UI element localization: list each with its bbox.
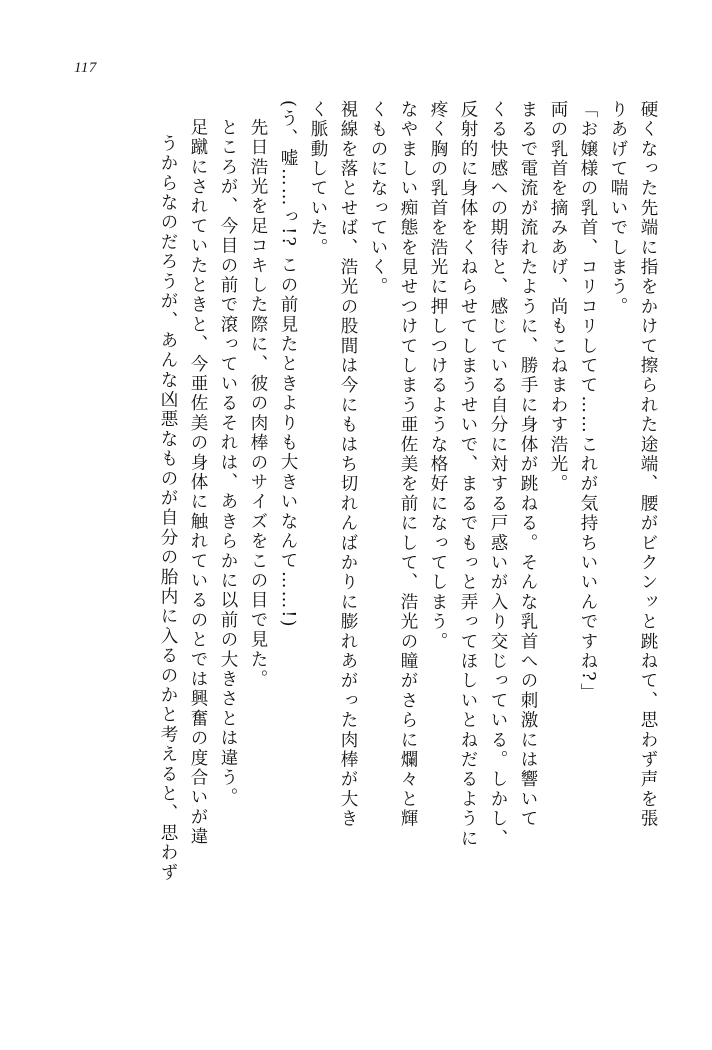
text-column: 反射的に身体をくねらせてしまうせいで、まるでもっと弄ってほしいとねだるように <box>458 100 478 849</box>
text-column: りあげて喘いでしまう。 <box>608 100 628 317</box>
text-column: 両の乳首を摘みあげ、尚もこねまわす浩光。 <box>548 100 568 494</box>
text-column: 視線を落とせば、浩光の股間は今にもはち切れんばかりに膨れあがった肉棒が大き <box>338 100 358 829</box>
text-column: くる快感への期待と、感じている自分に対する戸惑いが入り交じっている。しかし、 <box>488 100 508 849</box>
text-column: 足蹴にされていたときと、今亜佐美の身体に触れているのとでは興奮の度合いが違 <box>188 118 208 847</box>
text-column: (う、嘘……っ!? この前見たときよりも大きいなんて……!) <box>278 100 298 629</box>
text-column: まるで電流が流れたように、勝手に身体が跳ねる。そんな乳首への刺激には響いて <box>518 100 538 829</box>
page-number: 117 <box>74 60 97 76</box>
text-column: 硬くなった先端に指をかけて擦られた途端、腰がビクンッと跳ねて、思わず声を張 <box>638 100 658 829</box>
text-column: 疼く胸の乳首を浩光に押しつけるような格好になってしまう。 <box>428 100 448 652</box>
vertical-text-block <box>146 100 656 980</box>
text-column: うからなのだろうが、あんな凶悪なものが自分の胎内に入るのかと考えると、思わず <box>158 134 178 883</box>
text-column: なやましい痴態を見せつけてしまう亜佐美を前にして、浩光の瞳がさらに爛々と輝 <box>398 100 418 829</box>
text-column: くものになっていく。 <box>368 100 388 297</box>
text-column: 先日浩光を足コキした際に、彼の肉棒のサイズをこの目で見た。 <box>248 118 268 690</box>
text-column: 「お嬢様の乳首、コリコリしてて……これが気持ちいいんですね?」 <box>578 100 598 703</box>
text-column: ところが、今目の前で滾っているそれは、あきらかに以前の大きさとは違う。 <box>218 118 238 808</box>
text-column: く脈動していた。 <box>308 100 328 258</box>
